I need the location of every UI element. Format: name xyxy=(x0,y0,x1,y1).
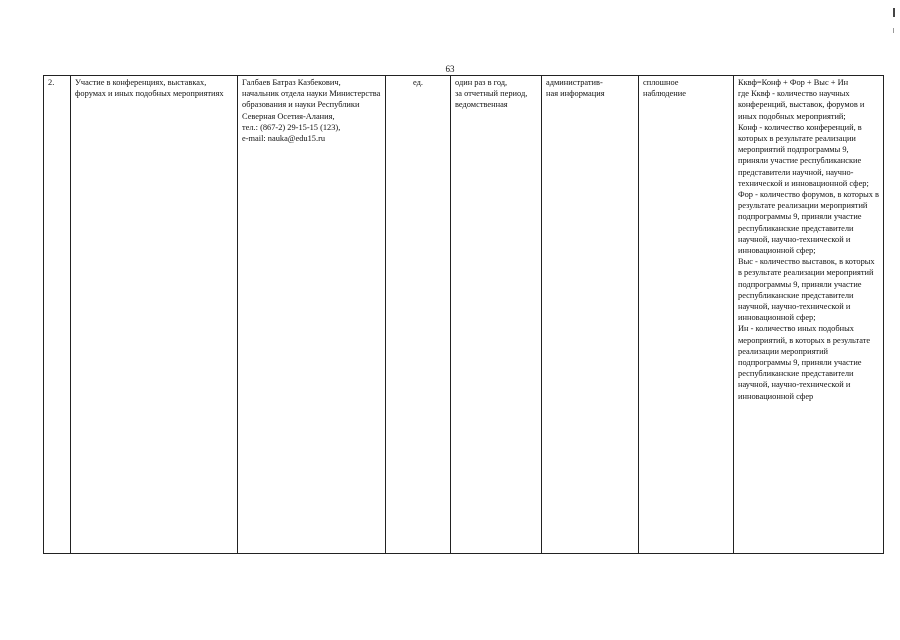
indicator-table xyxy=(43,75,884,554)
page-number: 63 xyxy=(445,64,455,74)
table-row xyxy=(44,76,884,554)
row-number-cell: 2. xyxy=(44,76,71,554)
data-source-cell: административ- ная информация xyxy=(542,76,639,554)
responsible-person-cell: Галбаев Батраз Казбекович, начальник отдела науки Министерства образования и науки Республики Северная Осетия-Алания, тел.: (867-2) 29-15-15 (123), e-mail: nauka@edu15.ru xyxy=(238,76,386,554)
unit-cell: ед. xyxy=(386,76,451,554)
periodicity-cell: один раз в год, за отчетный период, ведомственная xyxy=(451,76,542,554)
scan-edge-mark-lower xyxy=(893,28,894,33)
collection-method-cell: сплошное наблюдение xyxy=(639,76,734,554)
formula-cell: Кквф=Конф + Фор + Выс + Ин где Кквф - количество научных конференций, выставок, форумов и иных подобных мероприятий; Конф - количество конференций, в которых в результате реализации мероприятий подпрограммы 9, приняли участие республиканские представители научной, научно-технической и инновационной сфер; Фор - количество форумов, в которых в результате реализации мероприятий подпрограммы 9, приняли участие республиканские представители научной, научно-технической и инновационной сфер; Выс - количество выставок, в которых в результате реализации мероприятий подпрограммы 9, приняли участие республиканские представители научной, научно-технической и инновационной сфер; Ин - количество иных подобных мероприятий, в которых в результате реализации мероприятий подпрограммы 9, приняли участие республиканские представители научной, научно-технической и инновационной сфер xyxy=(734,76,884,554)
indicator-name-cell: Участие в конференциях, выставках, форумах и иных подобных мероприятиях xyxy=(71,76,238,554)
scan-edge-mark-top xyxy=(893,8,895,17)
